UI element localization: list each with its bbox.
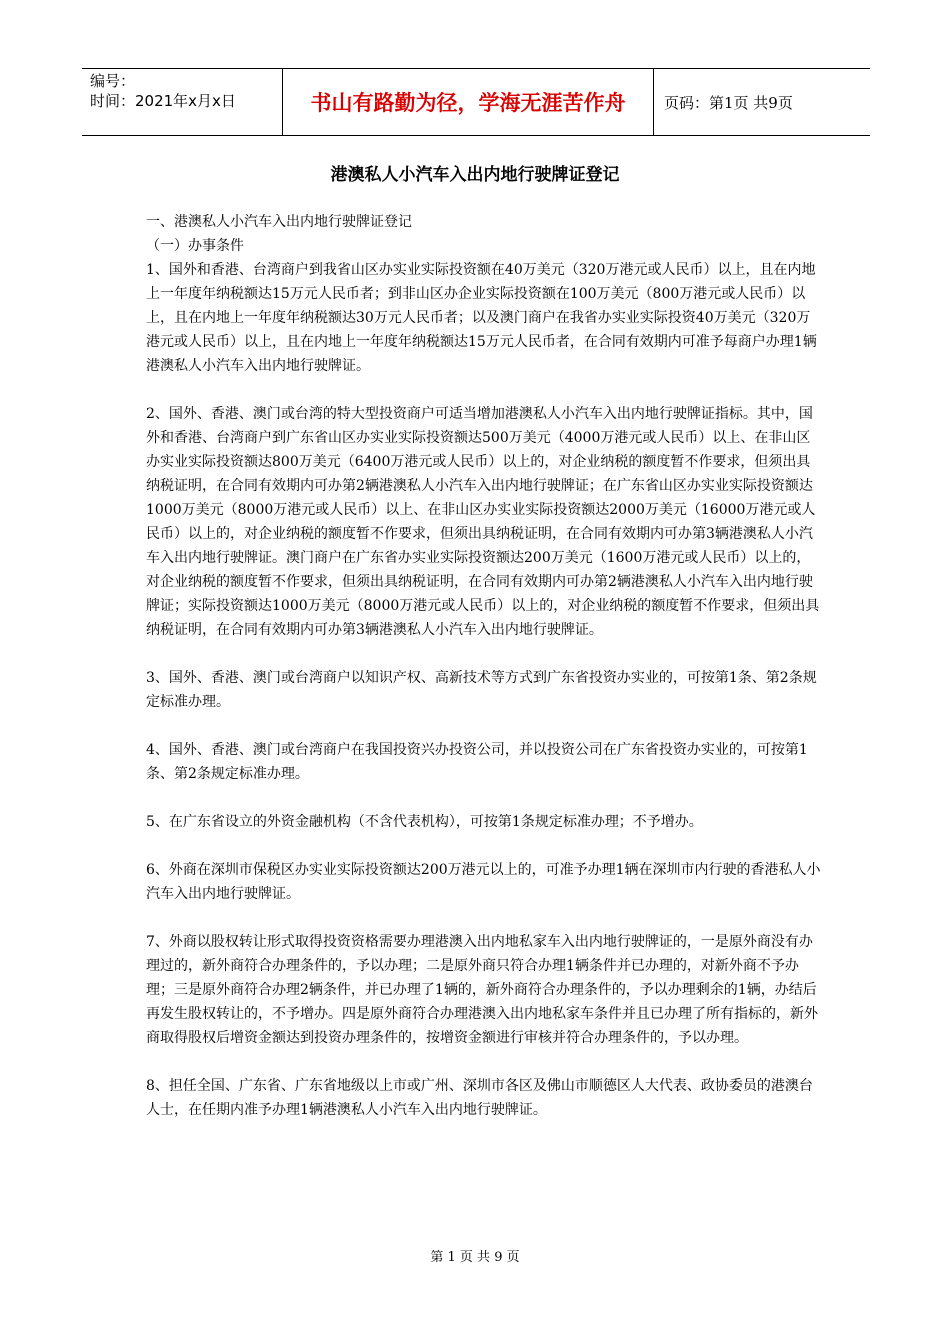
paragraph-item-8: 8、担任全国、广东省、广东省地级以上市或广州、深圳市各区及佛山市顺德区人大代表、政协委员的港澳台人士，在任期内准予办理1辆港澳私人小汽车入出内地行驶牌证。 (146, 1078, 813, 1118)
paragraph-item-5: 5、在广东省设立的外资金融机构（不含代表机构），可按第1条规定标准办理；不予增办。 (146, 814, 703, 830)
document-header (82, 68, 870, 136)
header-motto: 书山有路勤为径，学海无涯苦作舟 (282, 69, 654, 135)
paragraph-item-6: 6、外商在深圳市保税区办实业实际投资额达200万港元以上的，可准予办理1辆在深圳市内行驶的香港私人小汽车入出内地行驶牌证。 (146, 862, 821, 902)
paragraph-item-2: 2、国外、香港、澳门或台湾的特大型投资商户可适当增加港澳私人小汽车入出内地行驶牌证指标。其中，国外和香港、台湾商户到广东省山区办实业实际投资额达500万美元（4000万港元或人民币）以上、在非山区办实业实际投资额达800万美元（6400万港元或人民币）以上的，对企业纳税的额度暂不作要求，但须出具纳税证明，在合同有效期内可办第2辆港澳私人小汽车入出内地行驶牌证；在广东省山区办实业实际投资额达1000万美元（8000万港元或人民币）以上、在非山区办实业实际投资额达2000万美元（16000万港元或人民币）以上的，对企业纳税的额度暂不作要求，但须出具纳税证明，在合同有效期内可办第3辆港澳私人小汽车入出内地行驶牌证。澳门商户在广东省办实业实际投资额达200万美元（1600万港元或人民币）以上的，对企业纳税的额度暂不作要求，但须出具纳税证明，在合同有效期内可办第2辆港澳私人小汽车入出内地行驶牌证；实际投资额达1000万美元（8000万港元或人民币）以上的，对企业纳税的额度暂不作要求，但须出具纳税证明，在合同有效期内可办第3辆港澳私人小汽车入出内地行驶牌证。 (146, 406, 820, 638)
page-footer: 第 1 页 共 9 页 (430, 1250, 520, 1265)
section-heading: 一、港澳私人小汽车入出内地行驶牌证登记 (146, 214, 412, 230)
paragraph-item-3: 3、国外、香港、澳门或台湾商户以知识产权、高新技术等方式到广东省投资办实业的，可按第1条、第2条规定标准办理。 (146, 670, 817, 710)
paragraph-item-7: 7、外商以股权转让形式取得投资资格需要办理港澳入出内地私家车入出内地行驶牌证的，一是原外商没有办理过的，新外商符合办理条件的，予以办理；二是原外商只符合办理1辆条件并已办理的，对新外商不予办理；三是原外商符合办理2辆条件，并已办理了1辆的，新外商符合办理条件的，予以办理剩余的1辆，办结后再发生股权转让的，不予增办。四是原外商符合办理港澳入出内地私家车条件并且已办理了所有指标的，新外商取得股权后增资金额达到投资办理条件的，按增资金额进行审核并符合办理条件的，予以办理。 (146, 934, 818, 1046)
subsection-heading: （一）办事条件 (146, 238, 244, 254)
header-page-info: 页码：第1页 共9页 (664, 93, 793, 112)
document-date: 时间：2021年x月x日 (90, 92, 236, 110)
paragraph-item-1: 1、国外和香港、台湾商户到我省山区办实业实际投资额在40万美元（320万港元或人民币）以上，且在内地上一年度年纳税额达15万元人民币者；到非山区办企业实际投资额在100万美元（800万港元或人民币）以上，且在内地上一年度年纳税额达30万元人民币者；以及澳门商户在我省办实业实际投资40万美元（320万港元或人民币）以上，且在内地上一年度年纳税额达15万元人民币者，在合同有效期内可准予每商户办理1辆港澳私人小汽车入出内地行驶牌证。 (146, 262, 817, 374)
paragraph-item-4: 4、国外、香港、澳门或台湾商户在我国投资兴办投资公司，并以投资公司在广东省投资办实业的，可按第1条、第2条规定标准办理。 (146, 742, 808, 782)
document-title: 港澳私人小汽车入出内地行驶牌证登记 (330, 165, 620, 185)
header-meta (82, 69, 282, 135)
document-number-label: 编号： (90, 72, 136, 90)
document-body (146, 210, 821, 1122)
